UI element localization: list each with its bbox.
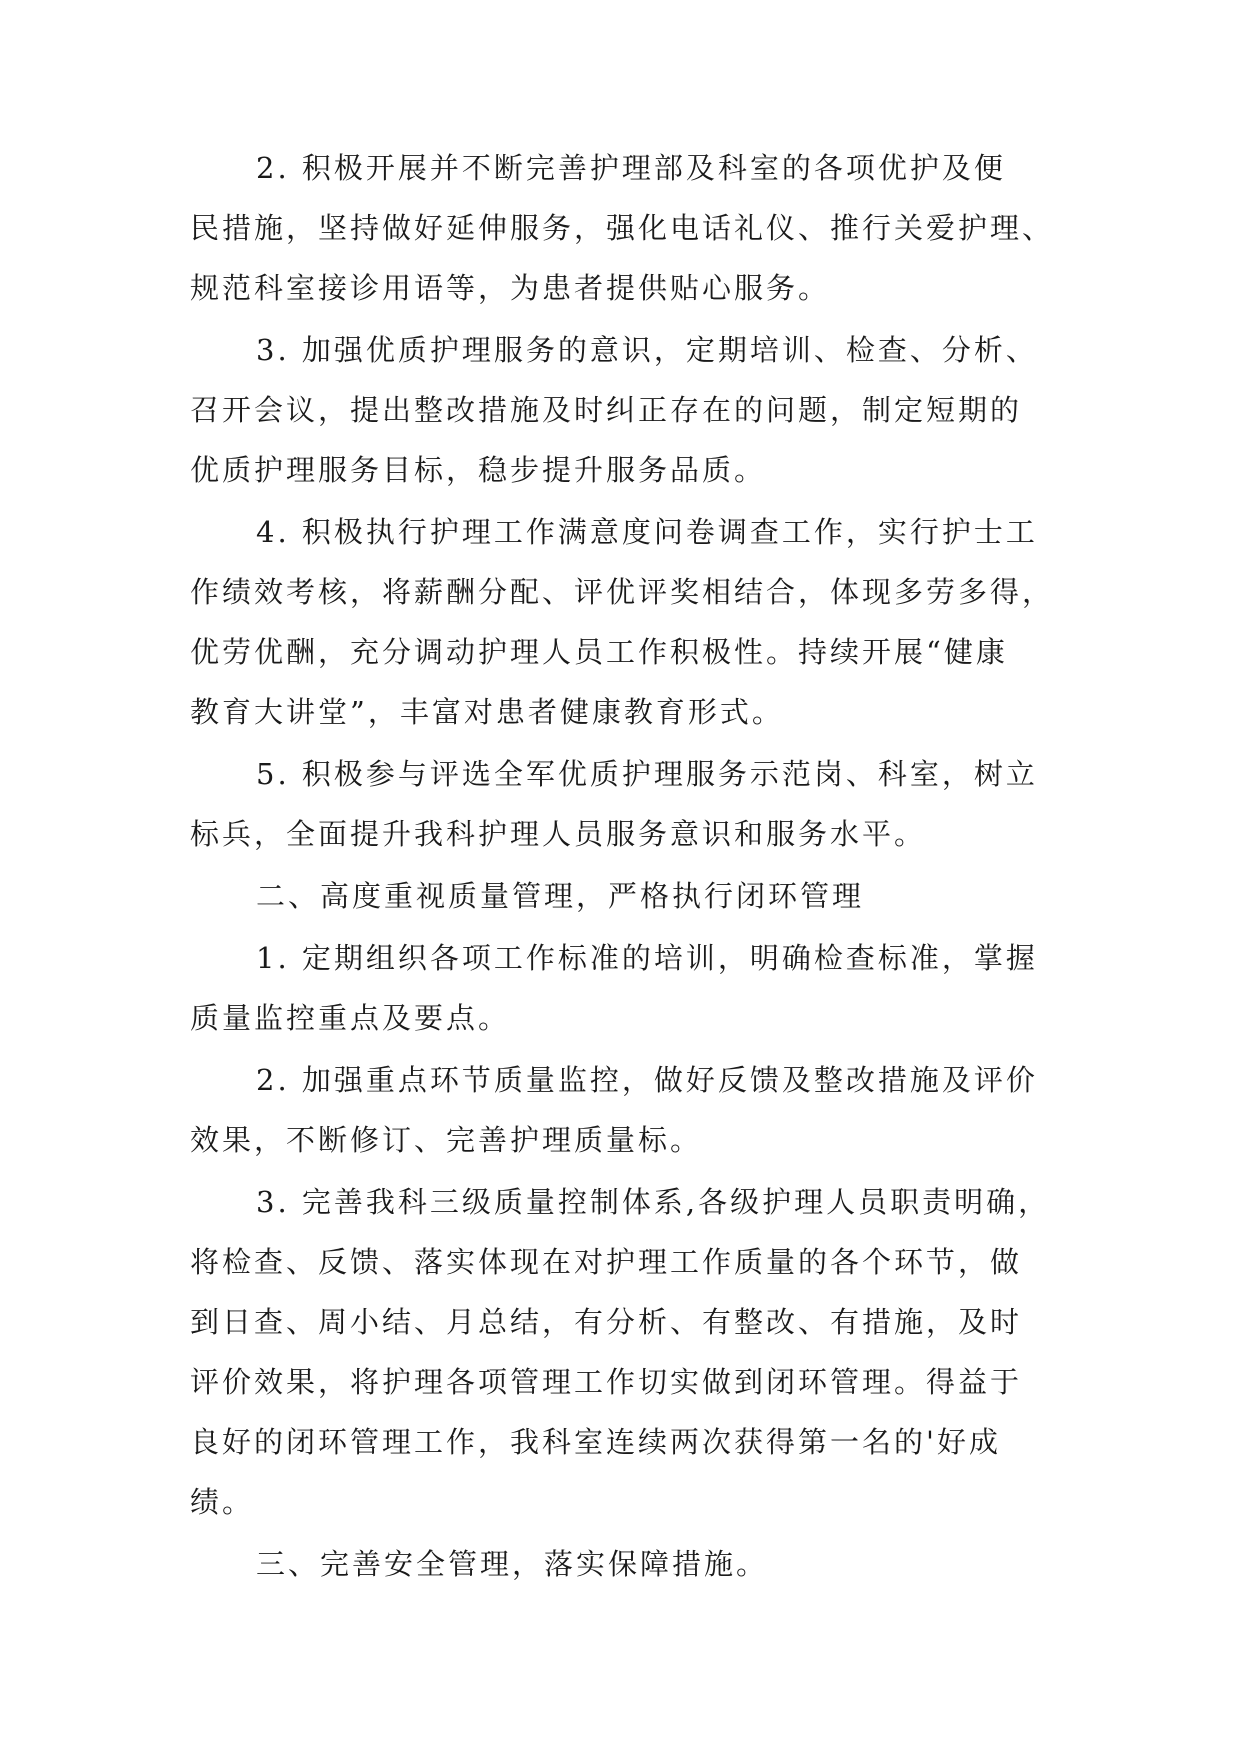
paragraph-6-line-1: 2. 加强重点环节质量监控，做好反馈及整改措施及评价 [256, 1063, 1038, 1097]
paragraph-3-line-3: 优劳优酬，充分调动护理人员工作积极性。持续开展“健康 [190, 635, 1008, 669]
paragraph-3-line-4: 教育大讲堂”，丰富对患者健康教育形式。 [190, 695, 784, 729]
paragraph-7-line-4: 评价效果，将护理各项管理工作切实做到闭环管理。得益于 [190, 1365, 1023, 1399]
section-heading-2: 二、高度重视质量管理，严格执行闭环管理 [256, 879, 865, 913]
paragraph-1-line-2: 民措施，坚持做好延伸服务，强化电话礼仪、推行关爱护理、 [190, 211, 1055, 245]
paragraph-7-line-5: 良好的闭环管理工作，我科室连续两次获得第一名的'好成 [190, 1425, 1001, 1459]
paragraph-2-line-3: 优质护理服务目标，稳步提升服务品质。 [190, 453, 767, 487]
paragraph-5-line-2: 质量监控重点及要点。 [190, 1001, 511, 1035]
paragraph-2-line-1: 3. 加强优质护理服务的意识，定期培训、检查、分析、 [256, 333, 1038, 367]
paragraph-4-line-2: 标兵，全面提升我科护理人员服务意识和服务水平。 [190, 817, 927, 851]
paragraph-3-line-1: 4. 积极执行护理工作满意度问卷调查工作，实行护士工 [256, 515, 1038, 549]
section-heading-3: 三、完善安全管理，落实保障措施。 [256, 1547, 769, 1581]
paragraph-7-line-1: 3. 完善我科三级质量控制体系,各级护理人员职责明确， [256, 1185, 1051, 1219]
paragraph-7-line-2: 将检查、反馈、落实体现在对护理工作质量的各个环节，做 [190, 1245, 1023, 1279]
paragraph-2-line-2: 召开会议，提出整改措施及时纠正存在的问题，制定短期的 [190, 393, 1023, 427]
paragraph-6-line-2: 效果，不断修订、完善护理质量标。 [190, 1123, 703, 1157]
paragraph-1-line-1: 2. 积极开展并不断完善护理部及科室的各项优护及便 [256, 151, 1006, 185]
paragraph-7-line-6: 绩。 [190, 1485, 255, 1519]
paragraph-4-line-1: 5. 积极参与评选全军优质护理服务示范岗、科室，树立 [256, 757, 1038, 791]
paragraph-5-line-1: 1. 定期组织各项工作标准的培训，明确检查标准，掌握 [256, 941, 1038, 975]
paragraph-7-line-3: 到日查、周小结、月总结，有分析、有整改、有措施，及时 [190, 1305, 1023, 1339]
paragraph-3-line-2: 作绩效考核，将薪酬分配、评优评奖相结合，体现多劳多得， [190, 575, 1055, 609]
paragraph-1-line-3: 规范科室接诊用语等，为患者提供贴心服务。 [190, 271, 831, 305]
